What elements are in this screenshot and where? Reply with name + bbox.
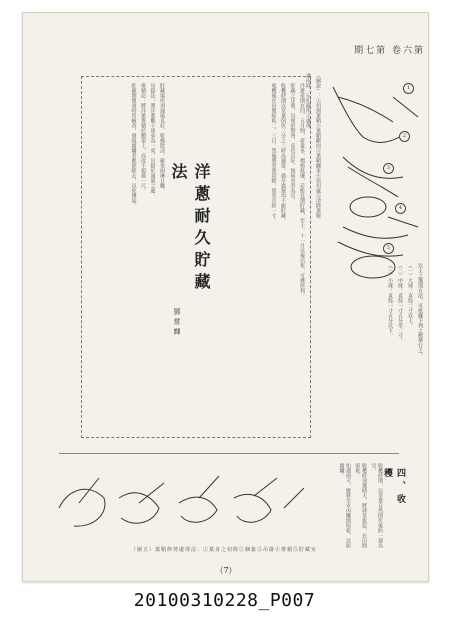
text-line: （二）中球：直徑一寸五分至二寸。 <box>397 263 403 343</box>
figure-caption: （圖五）葉鞘修剪處理法：①葉身之切除②捆紮③吊掛④堆積⑤貯藏室 <box>130 547 317 553</box>
pruning-illustration <box>323 77 425 287</box>
step-4-marker: 4 <box>395 203 406 214</box>
article-line: 貯藏之洋蔥，以球形整齊、皮色良好、無病害者為宜。 <box>289 83 296 203</box>
section-body <box>313 463 383 548</box>
article-line: 堆積法：將洋蔥堆積於棚架上，高度不超過一尺。 <box>140 83 146 193</box>
step-3-marker: 3 <box>383 163 394 174</box>
page-number: （7） <box>215 566 237 575</box>
article-title: 洋蔥耐久貯藏法 <box>169 163 211 295</box>
text-line: （一）大球：直徑二寸以上。 <box>407 263 413 328</box>
article-body-right <box>209 83 305 429</box>
article-line: 洋蔥產期在四、五月間，產量多，價格低廉，若能長期貯藏，至十、十一月以後出售，可獲厚利。 <box>299 83 305 298</box>
step-2-marker: 2 <box>399 131 410 142</box>
article-line: 吊掛法：將洋蔥數十球束為一束，吊掛於通風之處。 <box>149 83 156 198</box>
section-line: 收穫時須選晴天，將球莖拔起，在田間晾乾。 <box>354 463 367 548</box>
harvest-illustration <box>49 463 309 543</box>
article-line: 收穫後在田間晾乾二、三日，然後將莖葉切除，留莖長約一寸。 <box>270 83 277 223</box>
archive-id-label: 20100310228_P007 <box>133 590 316 611</box>
caption-line: （圖說）：①切割葉鞘②葉鞘斷面③葉鞘纏束④斜切處⑤清除葉腋 <box>315 73 321 218</box>
step-5-marker: 5 <box>383 243 394 254</box>
article-line: 收穫時期以莖葉倒伏三分之二時為適當，過早過遲均不耐貯藏。 <box>280 83 286 223</box>
section-line: 收穫時期，以莖葉自然倒伏後約一週為宜。 <box>370 463 383 548</box>
article-line: 貯藏期間須時常檢查，發現腐爛者應即除去，以免傳染。 <box>130 83 137 208</box>
caption-line: 遇雨時：⑥如圖所示處理 <box>305 73 311 128</box>
step-1-marker: 1 <box>403 83 414 94</box>
section-line: 如遇雨天，應移至室內攤開晾乾，以防腐爛。 <box>338 463 351 548</box>
grading-text <box>323 263 423 433</box>
document-page <box>22 12 429 582</box>
text-line: 以上之選別方法，可依據下列之標準行之。 <box>417 263 423 358</box>
section-title: 四、收穫 <box>382 468 405 507</box>
article-author: 鄧常輝 <box>173 308 181 338</box>
issue-header: 期七第 卷六第 <box>354 46 425 56</box>
horizontal-divider <box>59 453 399 454</box>
text-line: （三）小球：直徑一寸五分以下。 <box>387 263 393 338</box>
article-line: 貯藏場所須通風良好，乾燥陰涼，避免雨淋日曬。 <box>159 83 165 193</box>
article-body-left <box>87 83 165 429</box>
